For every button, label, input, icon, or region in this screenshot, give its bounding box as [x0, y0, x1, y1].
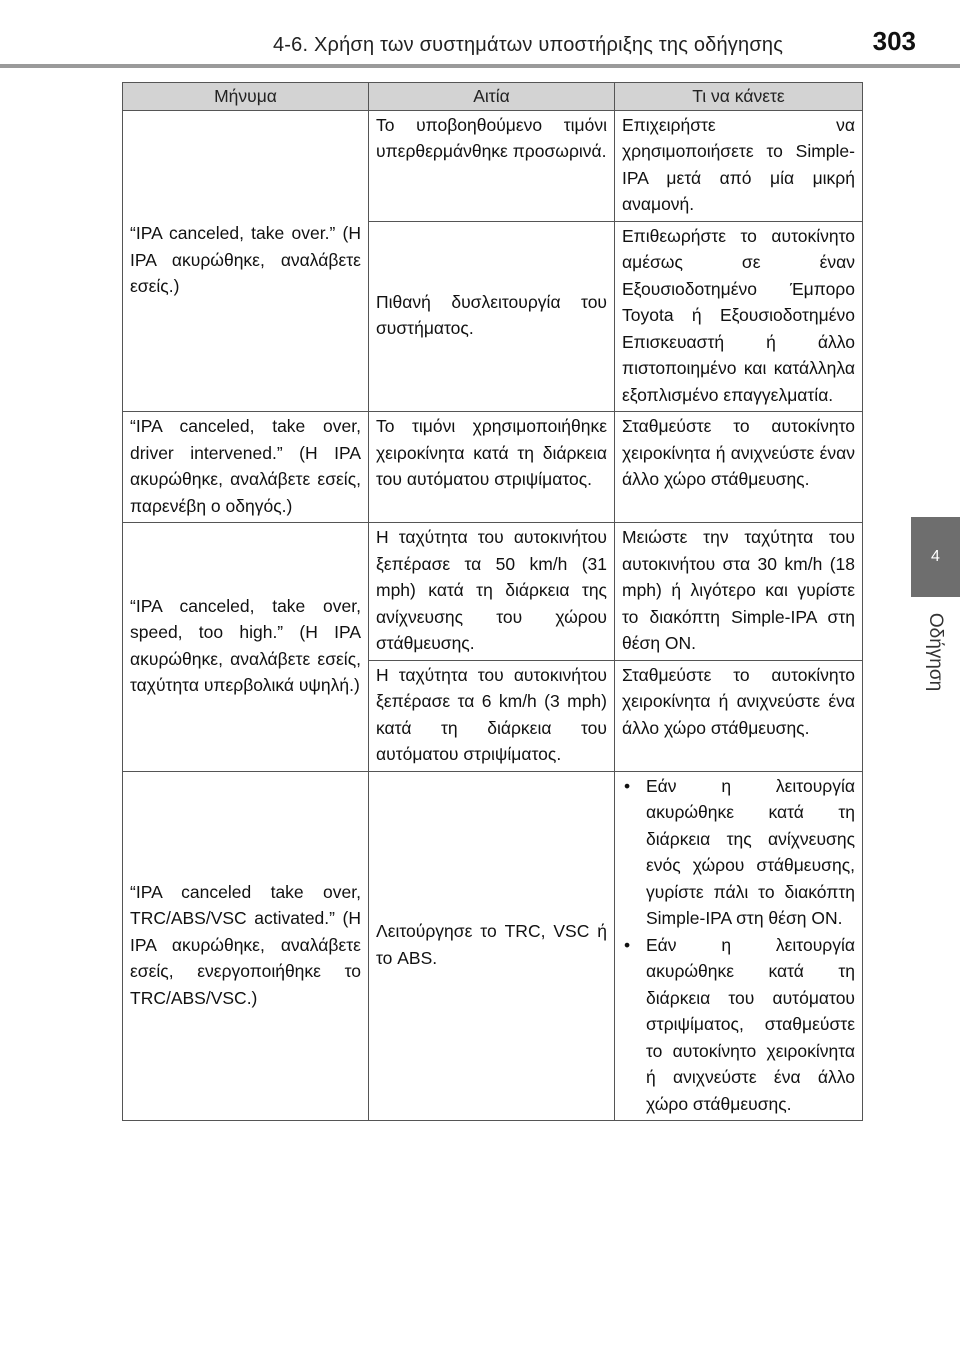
chapter-label-container: [911, 597, 960, 707]
list-item: • Εάν η λειτουργία ακυρώθηκε κατά τη διάρκεια της ανίχνευσης ενός χώρου στάθμευσης, γυρίστε πάλι το διακόπτη Simple-IPA στη θέση ON.: [624, 775, 855, 928]
page-number: 303: [872, 26, 916, 56]
cause-cell: Λειτούργησε το TRC, VSC ή το ABS.: [369, 771, 615, 1121]
column-header-message: Μήνυμα: [123, 83, 369, 111]
messages-table: [122, 82, 863, 1121]
chapter-number: 4: [931, 548, 940, 565]
message-cell: “IPA canceled, take over, speed, too high.” (Η IPA ακυρώθηκε, αναλάβετε εσείς, ταχύτητα υπερβολικά υψηλή.): [123, 523, 369, 772]
cause-cell: Η ταχύτητα του αυτοκινήτου ξεπέρασε τα 50 km/h (31 mph) κατά τη διάρκεια της ανίχνευσης του χώρου στάθμευσης.: [369, 523, 615, 661]
cause-cell: Το υποβοηθούμενο τιμόνι υπερθερμάνθηκε προσωρινά.: [369, 110, 615, 221]
cause-cell: Το τιμόνι χρησιμοποιήθηκε χειροκίνητα κατά τη διάρκεια του αυτόματου στριψίματος.: [369, 412, 615, 523]
section-title: 4-6. Χρήση των συστημάτων υποστήριξης της οδήγησης: [272, 34, 784, 56]
list-item: • Εάν η λειτουργία ακυρώθηκε κατά τη διάρκεια του αυτόματου στριψίματος, σταθμεύστε το αυτοκίνητο χειροκίνητα ή ανιχνεύστε ένα άλλο χώρο στάθμευσης.: [624, 934, 855, 1114]
message-cell: “IPA canceled take over, TRC/ABS/VSC activated.” (Η IPA ακυρώθηκε, αναλάβετε εσείς, ενεργοποιήθηκε το TRC/ABS/VSC.): [123, 771, 369, 1121]
action-cell: Επιθεωρήστε το αυτοκίνητο αμέσως σε έναν Εξουσιοδοτημένο Έμπορο Toyota ή Εξουσιοδοτημένο Επισκευαστή ή άλλο πιστοποιημένο και κατάλληλα εξοπλισμένο επαγγελματία.: [615, 221, 863, 412]
chapter-tab[interactable]: [911, 517, 960, 597]
message-cell: “IPA canceled, take over, driver intervened.” (Η IPA ακυρώθηκε, αναλάβετε εσείς, παρενέβη ο οδηγός.): [123, 412, 369, 523]
action-bullet-list: [622, 773, 855, 1118]
cause-cell: Πιθανή δυσλειτουργία του συστήματος.: [369, 221, 615, 412]
action-cell: Σταθμεύστε το αυτοκίνητο χειροκίνητα ή ανιχνεύστε ένα άλλο χώρο στάθμευσης.: [615, 660, 863, 771]
action-cell: Επιχειρήστε να χρησιμοποιήσετε το Simple-IPA μετά από μία μικρή αναμονή.: [615, 110, 863, 221]
action-cell: Σταθμεύστε το αυτοκίνητο χειροκίνητα ή ανιχνεύστε έναν άλλο χώρο στάθμευσης.: [615, 412, 863, 523]
table-row: [123, 523, 863, 661]
header-rule: [0, 64, 960, 68]
action-cell: [615, 771, 863, 1121]
column-header-cause: Αιτία: [369, 83, 615, 111]
chapter-label: Οδήγηση: [925, 612, 947, 692]
table-row: [123, 110, 863, 221]
cause-cell: Η ταχύτητα του αυτοκινήτου ξεπέρασε τα 6 km/h (3 mph) κατά τη διάρκεια του αυτόματου στριψίματος.: [369, 660, 615, 771]
table-header-row: [123, 83, 863, 111]
action-cell: Μειώστε την ταχύτητα του αυτοκινήτου στα 30 km/h (18 mph) ή λιγότερο και γυρίστε το διακόπτη Simple-IPA στη θέση ON.: [615, 523, 863, 661]
table-row: [123, 412, 863, 523]
column-header-action: Τι να κάνετε: [615, 83, 863, 111]
message-cell: “IPA canceled, take over.” (Η IPA ακυρώθηκε, αναλάβετε εσείς.): [123, 110, 369, 412]
table-row: [123, 771, 863, 1121]
